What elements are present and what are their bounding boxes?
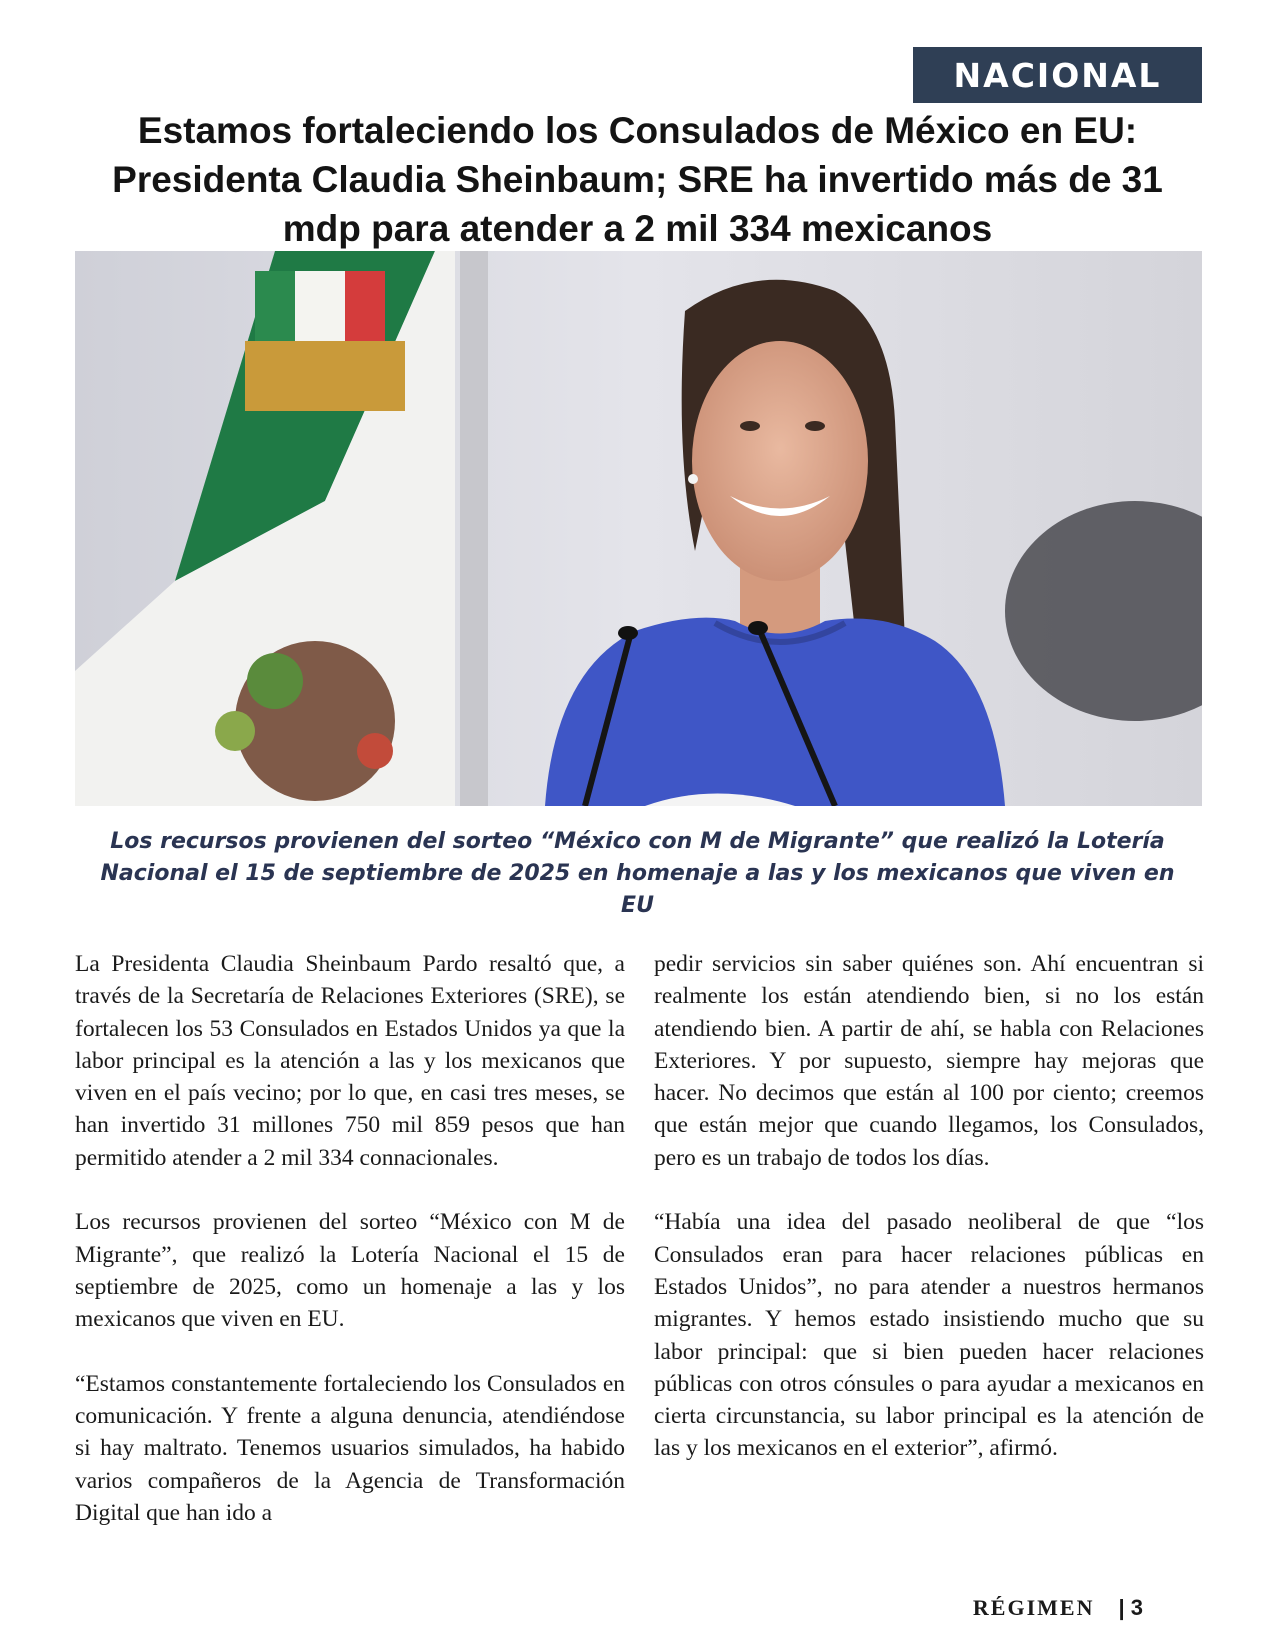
body-paragraph: pedir servicios sin saber quiénes son. Ahí encuentran si realmente los están atendiendo bien, si no los están atendiendo bien. A partir de ahí, se habla con Relaciones Exteriores. Y por supuesto, siempre hay mejoras que hacer. No decimos que están al 100 por ciento; creemos que están mejor que cuando llegamos, los Consulados, pero es un trabajo de todos los días. xyxy=(654,951,1204,1171)
article-headline: Estamos fortaleciendo los Consulados de México en EU: Presidenta Claudia Sheinbaum; SRE ha invertido más de 31 mdp para atender a 2 mil 334 mexicanos xyxy=(112,110,1163,249)
body-paragraph: “Había una idea del pasado neoliberal de que “los Consulados eran para hacer relaciones públicas en Estados Unidos”, no para atender a nuestros hermanos migrantes. Y hemos estado insistiendo mucho que su labor principal: que si bien pueden hacer relaciones públicas con otros cónsules o para ayudar a mexicanos en cierta circunstancia, su labor principal es la atención de las y los mexicanos en el exterior”, afirmó. xyxy=(654,1209,1204,1462)
footer-separator: | xyxy=(1118,1595,1125,1620)
body-paragraph: “Estamos constantemente fortaleciendo los Consulados en comunicación. Y frente a alguna denuncia, atendiéndose si hay maltrato. Tenemos usuarios simulados, ha habido varios compañeros de la Agencia de Transformación Digital que han ido a xyxy=(75,1370,625,1527)
body-paragraph: Los recursos provienen del sorteo “México con M de Migrante”, que realizó la Lotería Nacional el 15 de septiembre de 2025, como un homenaje a las y los mexicanos que viven en EU. xyxy=(75,1209,625,1333)
photo-caption: Los recursos provienen del sorteo “México con M de Migrante” que realizó la Lotería Nacional el 15 de septiembre de 2025 en homenaje a las y los mexicanos que viven en EU xyxy=(100,829,1175,918)
article-photo xyxy=(75,251,1202,806)
publication-name: RÉGIMEN xyxy=(972,1595,1095,1620)
article-column-right xyxy=(654,948,1204,1497)
footer-page-marker xyxy=(1118,1595,1143,1621)
page-footer xyxy=(973,1595,1143,1621)
section-tag: NACIONAL xyxy=(913,47,1202,103)
article-column-left xyxy=(75,948,625,1562)
body-paragraph: La Presidenta Claudia Sheinbaum Pardo resaltó que, a través de la Secretaría de Relaciones Exteriores (SRE), se fortalecen los 53 Consulados en Estados Unidos ya que la labor principal es la atención a las y los mexicanos que viven en el país vecino; por lo que, en casi tres meses, se han invertido 31 millones 750 mil 859 pesos que han permitido atender a 2 mil 334 connacionales. xyxy=(75,951,625,1171)
page-number: 3 xyxy=(1130,1595,1143,1620)
